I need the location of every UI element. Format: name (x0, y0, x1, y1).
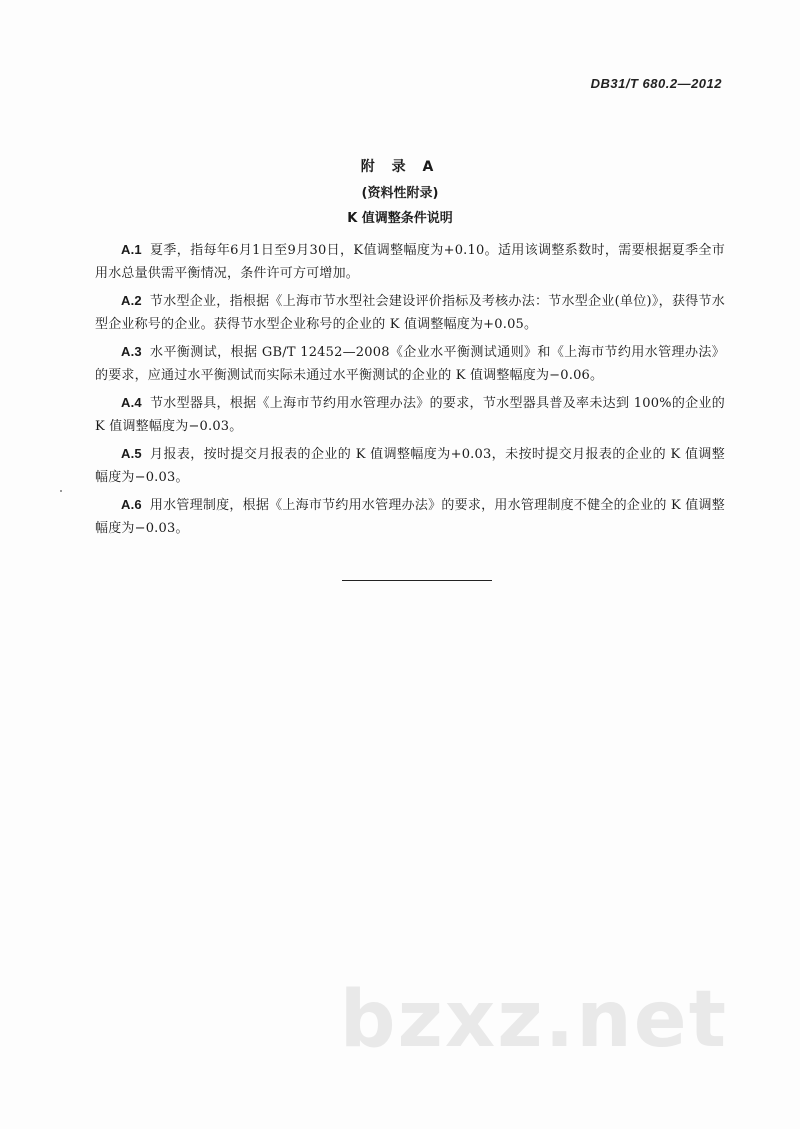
appendix-title: 附 录 A (360, 159, 440, 175)
clause-a3 (95, 340, 725, 387)
clause-number: A.6 (121, 497, 142, 512)
clause-number: A.1 (121, 242, 142, 257)
watermark: bzxz.net (339, 975, 728, 1065)
clause-number: A.5 (121, 446, 142, 461)
clause-a6 (95, 493, 725, 540)
document-code: DB31/T 680.2—2012 (590, 76, 722, 91)
clause-number: A.2 (121, 293, 142, 308)
clause-text: 水平衡测试，根据 GB/T 12452—2008《企业水平衡测试通则》和《上海市节约用水管理办法》的要求，应通过水平衡测试而实际未通过水平衡测试的企业的 K 值调整幅度为−0.06。 (95, 345, 725, 383)
appendix-subtitle: (资料性附录) (361, 186, 439, 201)
scan-speck (60, 490, 62, 492)
clause-text: 节水型器具，根据《上海市节约用水管理办法》的要求，节水型器具普及率未达到 100%的企业的 K 值调整幅度为−0.03。 (95, 396, 725, 434)
clause-text: 夏季，指每年6月1日至9月30日，K值调整幅度为+0.10。适用该调整系数时，需要根据夏季全市用水总量供需平衡情况，条件许可方可增加。 (95, 243, 725, 281)
clause-number: A.3 (121, 344, 142, 359)
end-divider (342, 580, 492, 581)
clause-text: 月报表，按时提交月报表的企业的 K 值调整幅度为+0.03，未按时提交月报表的企业的 K 值调整幅度为−0.03。 (95, 447, 725, 485)
clause-a4 (95, 391, 725, 438)
clause-a1 (95, 238, 725, 285)
clause-a5 (95, 442, 725, 489)
appendix-heading: K 值调整条件说明 (347, 211, 453, 226)
clause-text: 用水管理制度，根据《上海市节约用水管理办法》的要求，用水管理制度不健全的企业的 K 值调整幅度为−0.03。 (95, 498, 725, 536)
clause-a2 (95, 289, 725, 336)
clause-list (95, 238, 725, 544)
clause-number: A.4 (121, 395, 142, 410)
clause-text: 节水型企业，指根据《上海市节水型社会建设评价指标及考核办法：节水型企业(单位)》，获得节水型企业称号的企业。获得节水型企业称号的企业的 K 值调整幅度为+0.05。 (95, 294, 725, 332)
